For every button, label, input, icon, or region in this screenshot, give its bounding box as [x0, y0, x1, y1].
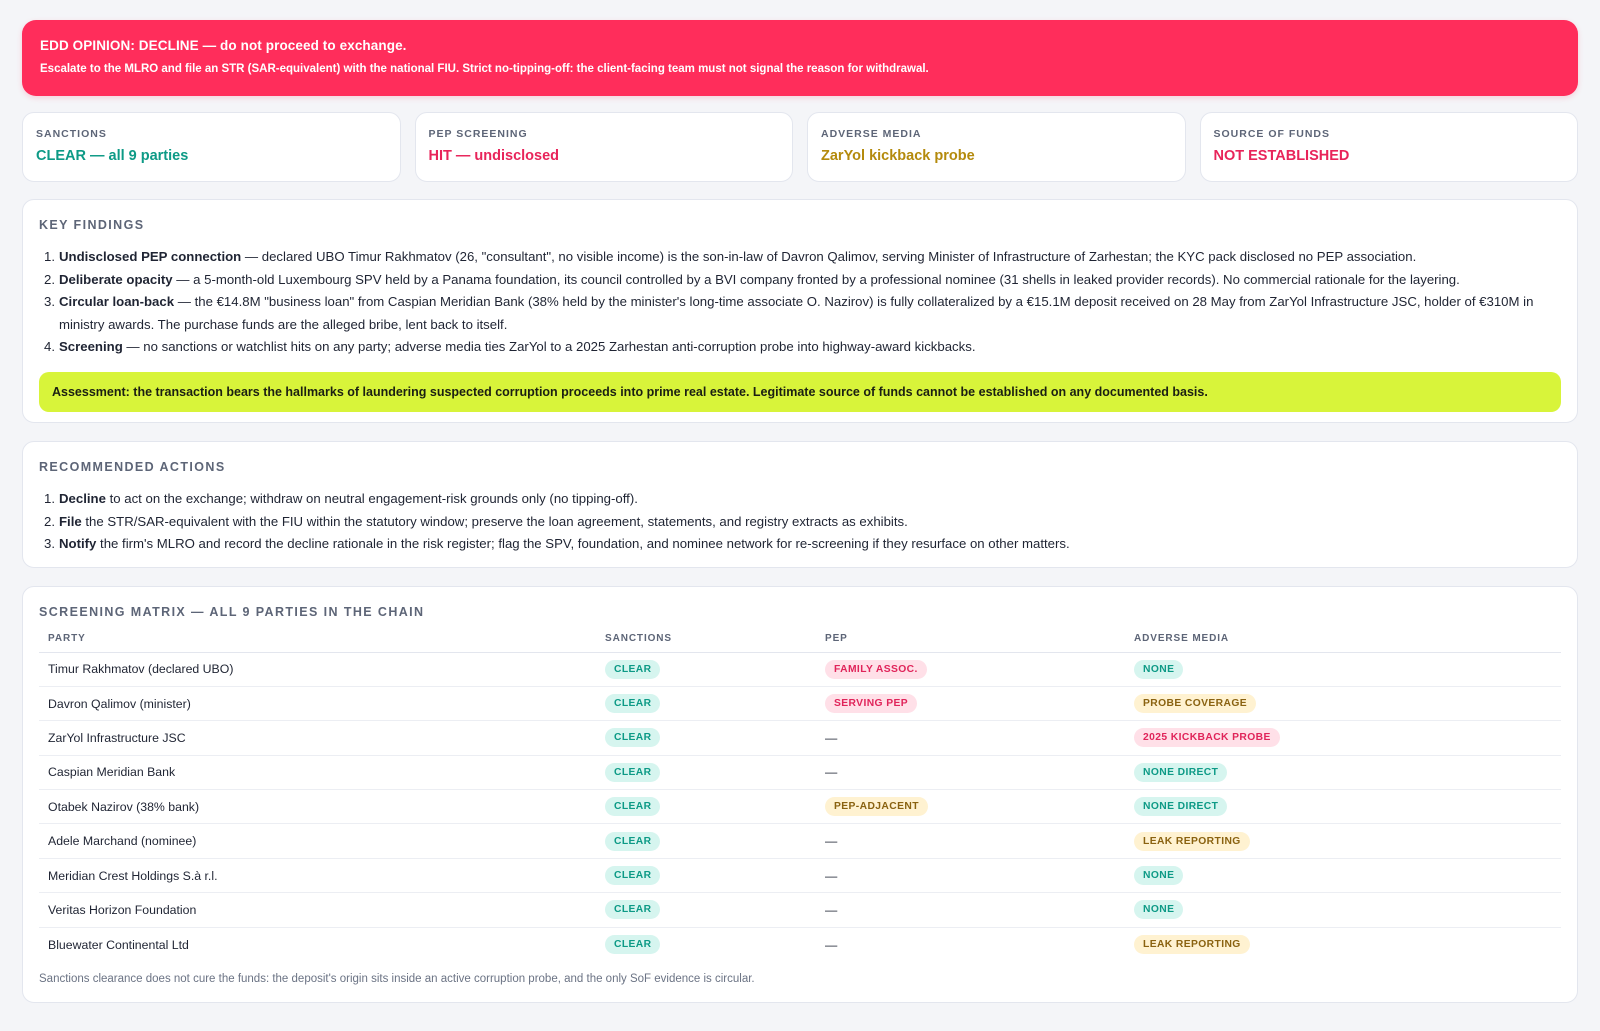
empty-dash: —: [825, 902, 838, 917]
item-text: to act on the exchange; withdraw on neutral engagement-risk grounds only (no tipping-off).: [105, 491, 638, 506]
media-cell: [1125, 652, 1561, 686]
media-cell: [1125, 927, 1561, 961]
assessment-callout: Assessment: the transaction bears the hallmarks of laundering suspected corruption proceeds into prime real estate. Legitimate source of funds cannot be established on any documented basis.: [39, 372, 1561, 412]
item-lead: Decline: [59, 491, 106, 506]
table-row: [39, 721, 1561, 755]
status-badge: CLEAR: [605, 866, 660, 885]
status-badge: FAMILY ASSOC.: [825, 660, 927, 679]
edd-opinion-banner: [22, 20, 1578, 96]
item-text: the STR/SAR-equivalent with the FIU within the statutory window; preserve the loan agreement, statements, and registry extracts as exhibits.: [81, 513, 908, 529]
column-header-sanctions: SANCTIONS: [596, 631, 816, 652]
key-findings-card: [22, 199, 1578, 423]
item-number: 2.: [44, 513, 55, 529]
stat-label: PEP SCREENING: [428, 128, 528, 140]
party-name-cell: Timur Rakhmatov (declared UBO): [39, 652, 596, 686]
item-number: 3.: [44, 536, 55, 552]
party-name-cell: Davron Qalimov (minister): [39, 686, 596, 720]
banner-title: EDD OPINION: DECLINE — do not proceed to exchange.: [40, 38, 407, 53]
stat-label: SOURCE OF FUNDS: [1213, 128, 1331, 140]
action-item: [39, 488, 1561, 511]
media-cell: [1125, 790, 1561, 824]
media-cell: [1125, 893, 1561, 927]
table-row: [39, 686, 1561, 720]
screening-matrix-heading: SCREENING MATRIX — ALL 9 PARTIES IN THE CHAIN: [39, 605, 425, 619]
status-badge: PEP-ADJACENT: [825, 797, 928, 816]
finding-item: [39, 336, 1561, 359]
status-badge: CLEAR: [605, 694, 660, 713]
item-lead: File: [59, 513, 82, 529]
media-cell: [1125, 824, 1561, 858]
status-badge: CLEAR: [605, 728, 660, 747]
empty-dash: —: [825, 730, 838, 745]
sanctions-cell: [596, 721, 816, 755]
item-text: — a 5-month-old Luxembourg SPV held by a Panama foundation, its council controlled by a BVI company fronted by a professional nominee (31 shells in leaked provider records). No commercial rationale for the layering.: [172, 271, 1460, 287]
status-badge: CLEAR: [605, 797, 660, 816]
table-row: [39, 927, 1561, 961]
finding-item: [39, 269, 1561, 292]
screening-matrix-card: [22, 586, 1578, 1003]
recommended-actions-card: [22, 441, 1578, 568]
empty-dash: —: [825, 937, 838, 952]
stat-adverse-media: [807, 112, 1186, 182]
finding-item: [39, 246, 1561, 269]
item-lead: Undisclosed PEP connection: [59, 249, 242, 264]
status-summary: [22, 112, 1578, 182]
sanctions-cell: [596, 927, 816, 961]
empty-dash: —: [825, 765, 838, 780]
actions-list: [39, 488, 1561, 556]
table-header-row: [39, 631, 1561, 652]
column-header-adverse-media: ADVERSE MEDIA: [1125, 631, 1561, 652]
status-badge: NONE: [1134, 660, 1183, 679]
media-cell: [1125, 858, 1561, 892]
table-body: [39, 652, 1561, 962]
item-text: — no sanctions or watchlist hits on any party; adverse media ties ZarYol to a 2025 Zarhestan anti-corruption probe into highway-award kickbacks.: [122, 339, 976, 355]
item-number: 4.: [44, 339, 55, 355]
item-number: 1.: [44, 249, 55, 264]
status-badge: CLEAR: [605, 900, 660, 919]
pep-cell: [816, 686, 1125, 720]
sanctions-cell: [596, 858, 816, 892]
sanctions-cell: [596, 652, 816, 686]
status-badge: SERVING PEP: [825, 694, 917, 713]
item-lead: Notify: [59, 536, 97, 552]
media-cell: [1125, 755, 1561, 789]
item-number: 2.: [44, 271, 55, 287]
stat-value: HIT — undisclosed: [428, 148, 560, 164]
column-header-pep: PEP: [816, 631, 1125, 652]
status-badge: 2025 KICKBACK PROBE: [1134, 728, 1280, 747]
status-badge: CLEAR: [605, 935, 660, 954]
item-text: the firm's MLRO and record the decline rationale in the risk register; flag the SPV, foundation, and nominee network for re-screening if they resurface on other matters.: [96, 536, 1070, 552]
status-badge: CLEAR: [605, 660, 660, 679]
banner-subtitle: Escalate to the MLRO and file an STR (SAR-equivalent) with the national FIU. Strict no-tipping-off: the client-facing team must not signal the reason for withdrawal.: [40, 63, 929, 75]
recommended-actions-heading: RECOMMENDED ACTIONS: [39, 460, 226, 474]
action-item: [39, 511, 1561, 534]
finding-item: [39, 291, 1561, 336]
table-row: [39, 893, 1561, 927]
item-text: — declared UBO Timur Rakhmatov (26, "consultant", no visible income) is the son-in-law of Davron Qalimov, serving Minister of Infrastructure of Zarhestan; the KYC pack disclosed no PEP association.: [241, 249, 1417, 264]
party-name-cell: Caspian Meridian Bank: [39, 755, 596, 789]
sanctions-cell: [596, 790, 816, 824]
column-header-party: PARTY: [39, 631, 596, 652]
party-name-cell: Veritas Horizon Foundation: [39, 893, 596, 927]
status-badge: LEAK REPORTING: [1134, 832, 1250, 851]
pep-cell: [816, 858, 1125, 892]
pep-cell: [816, 721, 1125, 755]
pep-cell: [816, 824, 1125, 858]
status-badge: NONE DIRECT: [1134, 763, 1227, 782]
stat-value: ZarYol kickback probe: [821, 148, 975, 164]
action-item: [39, 533, 1561, 556]
status-badge: NONE: [1134, 900, 1183, 919]
party-name-cell: Meridian Crest Holdings S.à r.l.: [39, 858, 596, 892]
status-badge: NONE DIRECT: [1134, 797, 1227, 816]
key-findings-heading: KEY FINDINGS: [39, 218, 145, 232]
matrix-footnote: Sanctions clearance does not cure the funds: the deposit's origin sits inside an active corruption probe, and the only SoF evidence is circular.: [39, 972, 755, 985]
sanctions-cell: [596, 893, 816, 927]
media-cell: [1125, 686, 1561, 720]
status-badge: CLEAR: [605, 832, 660, 851]
stat-label: SANCTIONS: [36, 128, 107, 140]
sanctions-cell: [596, 755, 816, 789]
item-lead: Deliberate opacity: [59, 271, 173, 287]
media-cell: [1125, 721, 1561, 755]
item-number: 3.: [44, 294, 55, 310]
item-number: 1.: [44, 491, 55, 506]
pep-cell: [816, 790, 1125, 824]
item-text: — the €14.8M "business loan" from Caspian Meridian Bank (38% held by the minister's long-time associate O. Nazirov) is fully collateralized by a €15.1M deposit received on 28 May from ZarYol Infrastructure JSC, holder of €310M in ministry awards. The purchase funds are the alleged bribe, lent back to itself.: [59, 294, 1534, 332]
table-row: [39, 755, 1561, 789]
stat-pep-screening: [415, 112, 794, 182]
item-lead: Screening: [59, 339, 123, 355]
party-name-cell: ZarYol Infrastructure JSC: [39, 721, 596, 755]
stat-value: CLEAR — all 9 parties: [36, 148, 189, 164]
party-name-cell: Otabek Nazirov (38% bank): [39, 790, 596, 824]
stat-sanctions: [22, 112, 401, 182]
status-badge: CLEAR: [605, 763, 660, 782]
party-name-cell: Adele Marchand (nominee): [39, 824, 596, 858]
pep-cell: [816, 927, 1125, 961]
table-row: [39, 858, 1561, 892]
table-row: [39, 824, 1561, 858]
status-badge: LEAK REPORTING: [1134, 935, 1250, 954]
stat-value: NOT ESTABLISHED: [1213, 148, 1350, 164]
status-badge: NONE: [1134, 866, 1183, 885]
pep-cell: [816, 755, 1125, 789]
pep-cell: [816, 652, 1125, 686]
sanctions-cell: [596, 686, 816, 720]
sanctions-cell: [596, 824, 816, 858]
empty-dash: —: [825, 834, 838, 849]
screening-table: [39, 631, 1561, 962]
status-badge: PROBE COVERAGE: [1134, 694, 1256, 713]
empty-dash: —: [825, 868, 838, 883]
findings-list: [39, 246, 1561, 359]
stat-label: ADVERSE MEDIA: [821, 128, 922, 140]
party-name-cell: Bluewater Continental Ltd: [48, 937, 189, 952]
table-row: [39, 652, 1561, 686]
stat-source-of-funds: [1200, 112, 1579, 182]
item-lead: Circular loan-back: [59, 294, 175, 310]
pep-cell: [816, 893, 1125, 927]
table-row: [39, 790, 1561, 824]
